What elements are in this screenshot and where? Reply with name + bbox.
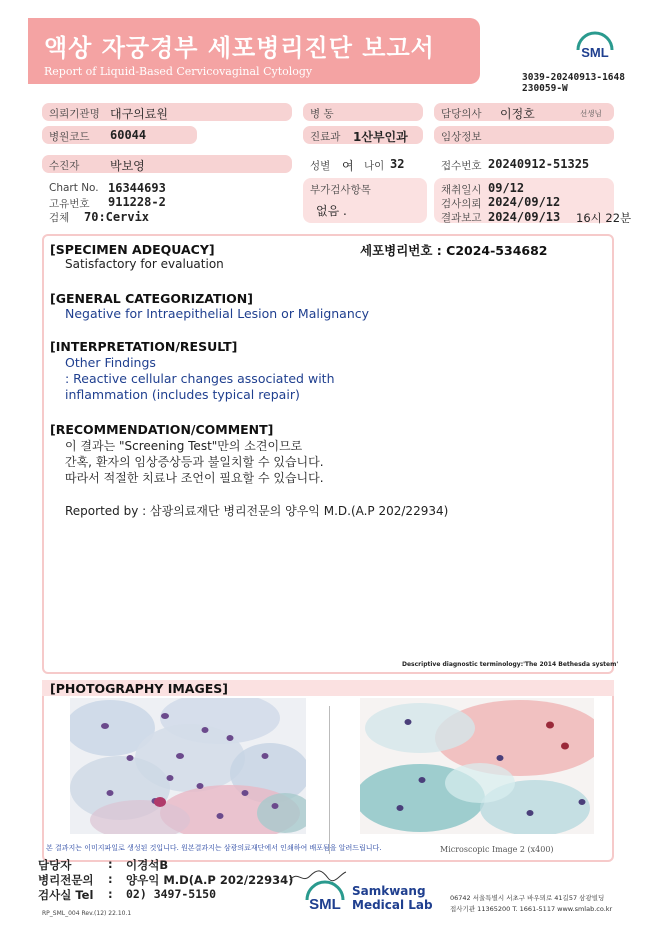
sex-value: 여 <box>342 159 354 173</box>
interpretation-heading: [INTERPRETATION/RESULT] <box>50 339 238 354</box>
ward-label: 병 동 <box>310 108 334 120</box>
general-text: Negative for Intraepithelial Lesion or Malignancy <box>65 306 370 321</box>
receipt-value: 20240912-51325 <box>488 157 590 171</box>
clinical-label: 임상정보 <box>441 131 482 143</box>
tel-sep: : <box>108 887 113 901</box>
report-label: 결과보고 <box>441 212 482 224</box>
collect-label: 채취일시 <box>441 184 482 196</box>
doctor-suffix: 선생님 <box>580 109 602 118</box>
receipt-label: 접수번호 <box>441 160 482 172</box>
tel-label: 검사실 Tel <box>38 888 94 902</box>
patient-label: 수진자 <box>49 160 80 172</box>
tel-value: 02) 3497-5150 <box>126 887 217 901</box>
photo-heading: [PHOTOGRAPHY IMAGES] <box>50 681 228 696</box>
age-label: 나이 <box>364 160 385 172</box>
svg-text:SML: SML <box>581 45 609 60</box>
adequacy-heading: [SPECIMEN ADEQUACY] <box>50 242 215 257</box>
collect-value: 09/12 <box>488 181 525 195</box>
address-line-2: 접사기관 11365200 T. 1661-5117 www.smlab.co.kr <box>450 905 613 913</box>
specimen-value: 70:Cervix <box>84 210 150 224</box>
terminology-note: Descriptive diagnostic terminology:'The 2014 Bethesda system' <box>402 661 619 668</box>
brand-name-1: Samkwang <box>352 884 426 898</box>
specimen-label: 검체 <box>49 212 70 224</box>
patient-label-bg <box>42 155 292 173</box>
footer-sml-logo <box>303 878 347 918</box>
microscopic-image-2 <box>360 698 594 834</box>
doctor-value: 이정호 <box>500 107 535 121</box>
recommendation-line-3: 따라서 적절한 치료나 조언이 필요할 수 있습니다. <box>65 471 324 485</box>
chart-label: Chart No. <box>49 182 99 194</box>
hospital-label: 의뢰기관명 <box>49 108 100 120</box>
pathology-number: 세포병리번호 : C2024-534682 <box>360 243 548 258</box>
manager-label: 담당자 <box>38 858 72 872</box>
id-value: 911228-2 <box>108 195 166 209</box>
interpretation-line-3: inflammation (includes typical repair) <box>65 387 300 402</box>
recommendation-line-2: 간혹, 환자의 임상증상등과 불일치할 수 있습니다. <box>65 455 324 469</box>
photo-divider <box>329 706 330 854</box>
report-title: 액상 자궁경부 세포병리진단 보고서 <box>44 34 435 62</box>
microscopic-image-1 <box>70 698 306 834</box>
address-line-1: 06742 서울특별시 서초구 바우뫼로 41길57 삼광빌딩 <box>450 894 605 902</box>
image-2-caption: Microscopic Image 2 (x400) <box>440 845 554 854</box>
manager-value: 이경석B <box>126 858 169 872</box>
recommendation-line-1: 이 결과는 "Screening Test"만의 소견이므로 <box>65 439 303 453</box>
adequacy-text: Satisfactory for evaluation <box>65 257 224 271</box>
hospital-value: 대구의료원 <box>110 107 168 121</box>
extra-label: 부가검사항목 <box>310 184 371 196</box>
patient-value: 박보영 <box>110 159 145 173</box>
form-number: RP_SML_004 Rev.(12) 22.10.1 <box>42 910 132 917</box>
pathologist-value: 양우익 M.D(A.P 202/22934) <box>126 873 294 887</box>
interpretation-line-2: : Reactive cellular changes associated with <box>65 371 335 386</box>
request-label: 검사의뢰 <box>441 198 482 210</box>
sml-logo <box>574 30 616 68</box>
reported-by: Reported by : 삼광의료재단 병리전문의 양우익 M.D.(A.P 202/22934) <box>65 504 449 518</box>
request-value: 2024/09/12 <box>488 195 561 209</box>
pathologist-label: 병리전문의 <box>38 873 94 887</box>
svg-text:SML: SML <box>309 896 341 913</box>
extra-value: 없음 . <box>316 204 347 218</box>
report-date: 2024/09/13 <box>488 210 561 224</box>
barcode-number: 3039-20240913-1648 <box>522 72 625 83</box>
id-label: 고유번호 <box>49 198 90 210</box>
dept-value: 1산부인과 <box>353 130 408 144</box>
code-label: 병원코드 <box>49 131 90 143</box>
dept-label: 진료과 <box>310 131 341 143</box>
barcode-sub: 230059-W <box>522 83 568 94</box>
doctor-label: 담당의사 <box>441 108 482 120</box>
image-file-disclaimer: 본 결과지는 이미지파일로 생성된 것입니다. 원본결과지는 삼광의료재단에서 인쇄하여 배포됨을 알려드립니다. <box>46 844 382 852</box>
brand-name-2: Medical Lab <box>352 898 433 912</box>
sex-label: 성별 <box>310 160 331 172</box>
report-subtitle: Report of Liquid-Based Cervicovaginal Cytology <box>44 65 313 78</box>
chart-value: 16344693 <box>108 181 166 195</box>
interpretation-line-1: Other Findings <box>65 355 156 370</box>
general-heading: [GENERAL CATEGORIZATION] <box>50 291 253 306</box>
code-value: 60044 <box>110 128 147 142</box>
report-time: 16시 22분 <box>576 211 632 225</box>
age-value: 32 <box>390 157 405 171</box>
recommendation-heading: [RECOMMENDATION/COMMENT] <box>50 422 274 437</box>
pathologist-sep: : <box>108 872 113 886</box>
manager-sep: : <box>108 857 113 871</box>
